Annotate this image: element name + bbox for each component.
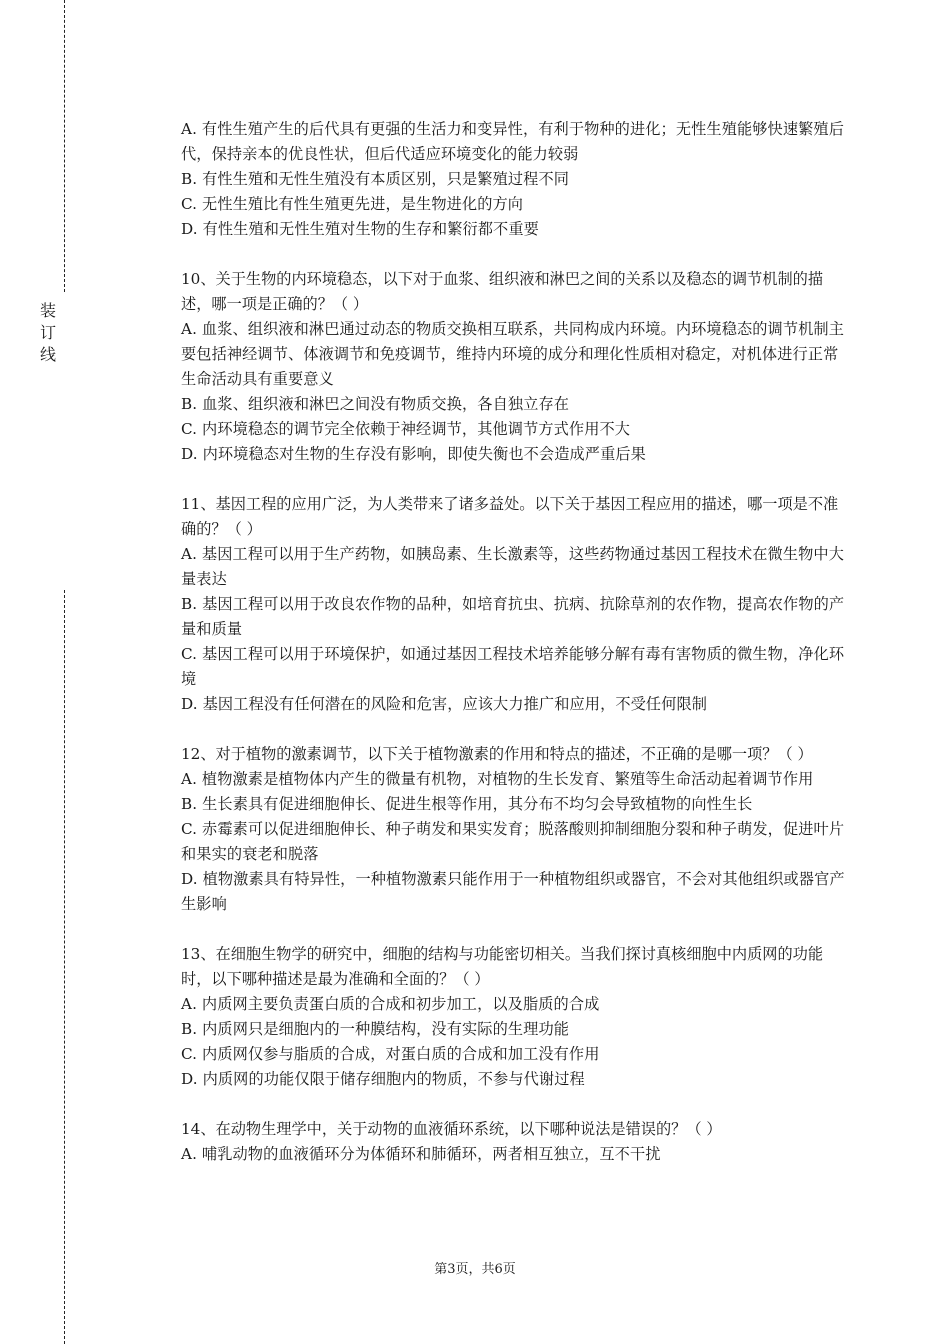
- option-b: B. 基因工程可以用于改良农作物的品种，如培育抗虫、抗病、抗除草剂的农作物，提高农作物的产量和质量: [181, 595, 845, 638]
- binding-char: 线: [39, 345, 56, 364]
- option-a: A. 内质网主要负责蛋白质的合成和初步加工，以及脂质的合成: [181, 995, 600, 1013]
- option-c: C. 内质网仅参与脂质的合成，对蛋白质的合成和加工没有作用: [181, 1045, 600, 1063]
- question-9-continued: [181, 117, 845, 242]
- option-a: A. 有性生殖产生的后代具有更强的生活力和变异性，有利于物种的进化；无性生殖能够快速繁殖后代，保持亲本的优良性状，但后代适应环境变化的能力较弱: [181, 120, 844, 163]
- question-stem: 12、对于植物的激素调节，以下关于植物激素的作用和特点的描述，不正确的是哪一项？（ ）: [181, 745, 813, 763]
- option-a: A. 基因工程可以用于生产药物，如胰岛素、生长激素等，这些药物通过基因工程技术在微生物中大量表达: [181, 545, 844, 588]
- exam-content: [181, 117, 845, 1192]
- question-stem: 14、在动物生理学中，关于动物的血液循环系统，以下哪种说法是错误的？（ ）: [181, 1120, 722, 1138]
- question-14: [181, 1117, 845, 1167]
- option-a: A. 植物激素是植物体内产生的微量有机物，对植物的生长发育、繁殖等生命活动起着调节作用: [181, 770, 814, 788]
- option-d: D. 内环境稳态对生物的生存没有影响，即使失衡也不会造成严重后果: [181, 445, 646, 463]
- binding-dashed-line-bottom: [64, 590, 65, 1344]
- option-a: A. 哺乳动物的血液循环分为体循环和肺循环，两者相互独立，互不干扰: [181, 1145, 661, 1163]
- option-c: C. 内环境稳态的调节完全依赖于神经调节，其他调节方式作用不大: [181, 420, 631, 438]
- question-stem: 11、基因工程的应用广泛，为人类带来了诸多益处。以下关于基因工程应用的描述，哪一项是不准确的？（ ）: [181, 495, 839, 538]
- binding-line-label: [36, 300, 60, 366]
- option-c: C. 无性生殖比有性生殖更先进，是生物进化的方向: [181, 195, 524, 213]
- question-stem: 13、在细胞生物学的研究中，细胞的结构与功能密切相关。当我们探讨真核细胞中内质网的功能时，以下哪种描述是最为准确和全面的？（ ）: [181, 945, 824, 988]
- binding-dashed-line-top: [64, 0, 65, 292]
- question-12: [181, 742, 845, 917]
- page-number: 第3页，共6页: [434, 1262, 516, 1277]
- question-13: [181, 942, 845, 1092]
- binding-char: 装: [39, 301, 56, 320]
- option-c: C. 赤霉素可以促进细胞伸长、种子萌发和果实发育；脱落酸则抑制细胞分裂和种子萌发，促进叶片和果实的衰老和脱落: [181, 820, 845, 863]
- option-b: B. 生长素具有促进细胞伸长、促进生根等作用，其分布不均匀会导致植物的向性生长: [181, 795, 753, 813]
- option-d: D. 内质网的功能仅限于储存细胞内的物质，不参与代谢过程: [181, 1070, 585, 1088]
- question-10: [181, 267, 845, 467]
- option-d: D. 有性生殖和无性生殖对生物的生存和繁衍都不重要: [181, 220, 539, 238]
- option-d: D. 基因工程没有任何潜在的风险和危害，应该大力推广和应用，不受任何限制: [181, 695, 708, 713]
- option-d: D. 植物激素具有特异性，一种植物激素只能作用于一种植物组织或器官，不会对其他组织或器官产生影响: [181, 870, 845, 913]
- binding-char: 订: [39, 323, 56, 342]
- option-b: B. 内质网只是细胞内的一种膜结构，没有实际的生理功能: [181, 1020, 570, 1038]
- option-c: C. 基因工程可以用于环境保护，如通过基因工程技术培养能够分解有毒有害物质的微生物，净化环境: [181, 645, 845, 688]
- question-stem: 10、关于生物的内环境稳态，以下对于血浆、组织液和淋巴之间的关系以及稳态的调节机制的描述，哪一项是正确的？（ ）: [181, 270, 824, 313]
- option-a: A. 血浆、组织液和淋巴通过动态的物质交换相互联系，共同构成内环境。内环境稳态的调节机制主要包括神经调节、体液调节和免疫调节，维持内环境的成分和理化性质相对稳定，对机体进行正常生命活动具有重要意义: [181, 320, 844, 388]
- option-b: B. 有性生殖和无性生殖没有本质区别，只是繁殖过程不同: [181, 170, 570, 188]
- question-11: [181, 492, 845, 717]
- option-b: B. 血浆、组织液和淋巴之间没有物质交换，各自独立存在: [181, 395, 570, 413]
